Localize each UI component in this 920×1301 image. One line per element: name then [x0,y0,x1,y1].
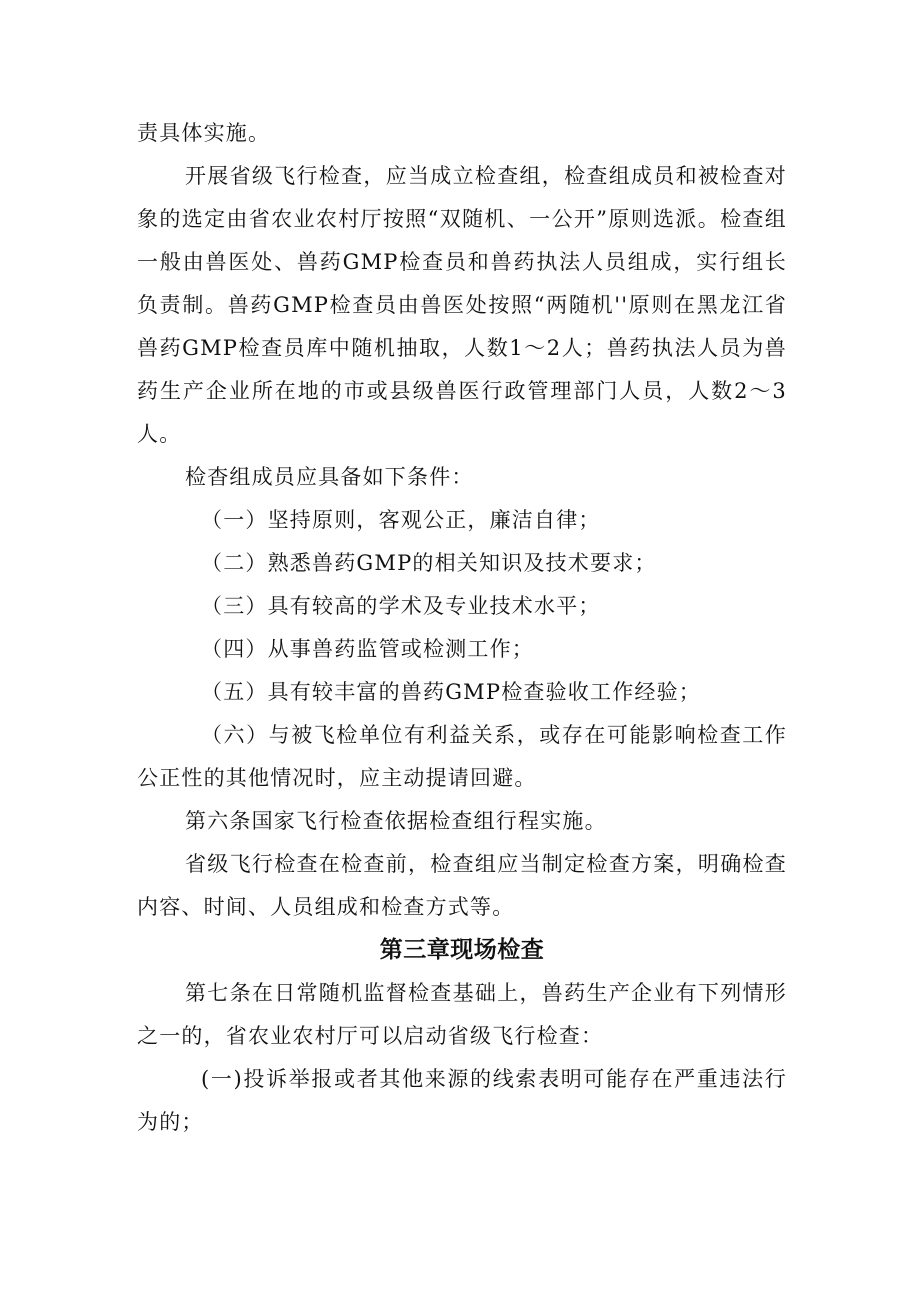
condition-item-2: （二）熟悉兽药GMP的相关知识及技术要求； [201,551,657,575]
condition-item-3: （三）具有较高的学术及专业技术水平； [201,594,601,618]
paragraph-continuation: 责具体实施。 [137,121,271,145]
document-page [137,112,787,1144]
situation-item-1: (一)投诉举报或者其他来源的线索表明可能存在严重违法行为的； [137,1067,787,1134]
article-6: 第六条国家飞行检查依据检查组行程实施。 [185,809,607,833]
paragraph-inspection-plan: 省级飞行检查在检查前，检查组应当制定检查方案，明确检查内容、时间、人员组成和检查方式等。 [137,852,787,919]
article-7: 第七条在日常随机监督检查基础上，兽药生产企业有下列情形之一的，省农业农村厅可以启动省级飞行检查： [137,981,787,1048]
paragraph-member-conditions: 检杳组成员应具备如下条件： [185,465,474,489]
condition-item-1: （一）坚持原则，客观公正，廉洁自律； [201,508,601,532]
condition-item-5: （五）具有较丰富的兽药GMP检查验收工作经验； [201,680,702,704]
condition-item-4: （四）从事兽药监管或检测工作； [201,637,534,661]
condition-item-6: （六）与被飞检单位有利益关系，或存在可能影响检查工作公正性的其他情况时，应主动提请回避。 [137,723,787,790]
chapter-heading: 第三章现场检查 [379,937,545,963]
paragraph-inspection-team: 开展省级飞行检查，应当成立检查组，检查组成员和被检查对象的选定由省农业农村厅按照“双随机、一公开”原则选派。检查组一般由兽医处、兽药GMP检查员和兽药执法人员组成，实行组长负责制。兽药GMP检查员由兽医处按照“两随机''原则在黑龙江省兽药GMP检查员库中随机抽取，人数1～2人；兽药执法人员为兽药生产企业所在地的市或县级兽医行政管理部门人员，人数2～3人。 [137,164,787,446]
